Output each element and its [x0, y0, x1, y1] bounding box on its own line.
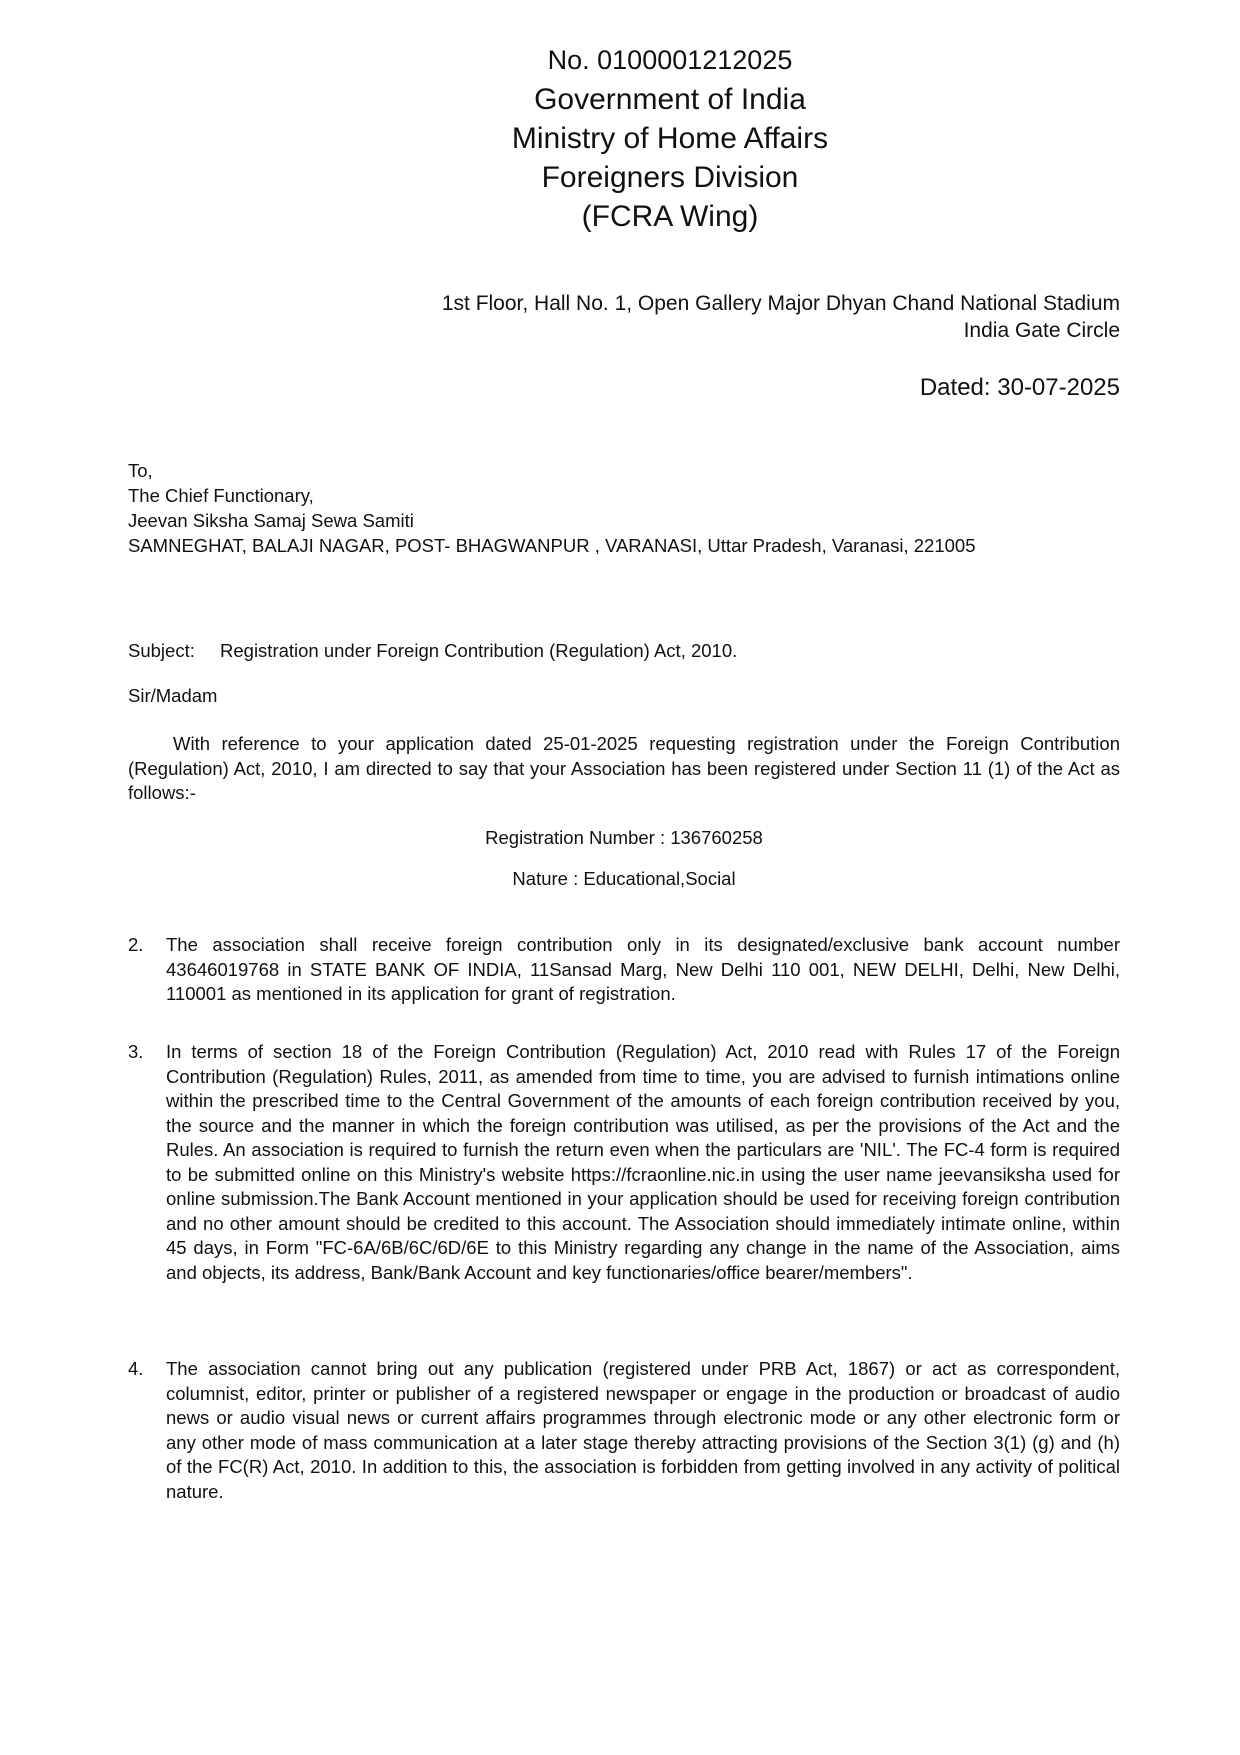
letter-date: Dated: 30-07-2025 — [919, 374, 1120, 401]
government-name: Government of India — [534, 83, 806, 116]
list-item-text: In terms of section 18 of the Foreign Contribution (Regulation) Act, 2010 read with Rules 17 of the Foreign Contribution (Regulation) Rules, 2011, as amended from time to time, you are advised to furnish intimations online within the prescribed time to the Central Government of the amounts of each foreign contribution received by you, the source and the manner in which the foreign contribution was utilised, as per the provisions of the Act and the Rules. An association is required to furnish the return even when the particulars are 'NIL'. The FC-4 form is required to be submitted online on this Ministry's website https://fcraonline.nic.in using the user name jeevansiksha used for online submission.The Bank Account mentioned in your application should be used for receiving foreign contribution and no other amount should be credited to this account. The Association should immediately intimate online, within 45 days, in Form "FC-6A/6B/6C/6D/6E to this Ministry regarding any change in the name of the Association, aims and objects, its address, Bank/Bank Account and key functionaries/office bearer/members". — [166, 1041, 1120, 1283]
office-address-line-1: 1st Floor, Hall No. 1, Open Gallery Major Dhyan Chand National Stadium — [441, 292, 1120, 315]
salutation: Sir/Madam — [128, 685, 218, 706]
recipient-address: SAMNEGHAT, BALAJI NAGAR, POST- BHAGWANPUR , VARANASI, Uttar Pradesh, Varanasi, 221005 — [128, 535, 976, 556]
subject-label: Subject: — [128, 640, 195, 661]
subject-line — [128, 638, 737, 663]
list-item — [128, 1357, 1120, 1504]
document-number: No. 0100001212025 — [547, 45, 793, 75]
list-item — [128, 933, 1120, 1007]
division-name: Foreigners Division — [541, 161, 799, 194]
recipient-to: To, — [128, 460, 153, 481]
registration-nature: Nature : Educational,Social — [512, 868, 736, 889]
subject-text: Registration under Foreign Contribution (Regulation) Act, 2010. — [220, 640, 738, 661]
registration-number: Registration Number : 136760258 — [485, 827, 763, 848]
office-address-line-2: India Gate Circle — [963, 319, 1120, 342]
list-item-number: 2. — [128, 934, 144, 955]
list-item-number: 3. — [128, 1041, 144, 1062]
list-item-number: 4. — [128, 1358, 144, 1379]
intro-paragraph: With reference to your application dated 25-01-2025 requesting registration under the Foreign Contribution (Regulation) Act, 2010, I am directed to say that your Association has been registered under Section 11 (1) of the Act as follows:- — [128, 733, 1120, 803]
list-item-text: The association shall receive foreign contribution only in its designated/exclusive bank account number 43646019768 in STATE BANK OF INDIA, 11Sansad Marg, New Delhi 110 001, NEW DELHI, Delhi, New Delhi, 110001 as mentioned in its application for grant of registration. — [166, 934, 1120, 1004]
recipient-organisation: Jeevan Siksha Samaj Sewa Samiti — [128, 510, 414, 531]
recipient-block — [128, 458, 976, 558]
list-item-text: The association cannot bring out any publication (registered under PRB Act, 1867) or act as correspondent, columnist, editor, printer or publisher of a registered newspaper or engage in the production or broadcast of audio news or audio visual news or current affairs programmes through electronic mode or any other electronic form or any other mode of mass communication at a later stage thereby attracting provisions of the Section 3(1) (g) and (h) of the FC(R) Act, 2010. In addition to this, the association is forbidden from getting involved in any activity of political nature. — [166, 1358, 1120, 1502]
recipient-title: The Chief Functionary, — [128, 485, 314, 506]
list-item — [128, 1040, 1120, 1285]
ministry-name: Ministry of Home Affairs — [511, 122, 829, 155]
letterhead — [430, 42, 910, 236]
office-address — [442, 290, 1120, 344]
wing-name: (FCRA Wing) — [581, 200, 759, 233]
